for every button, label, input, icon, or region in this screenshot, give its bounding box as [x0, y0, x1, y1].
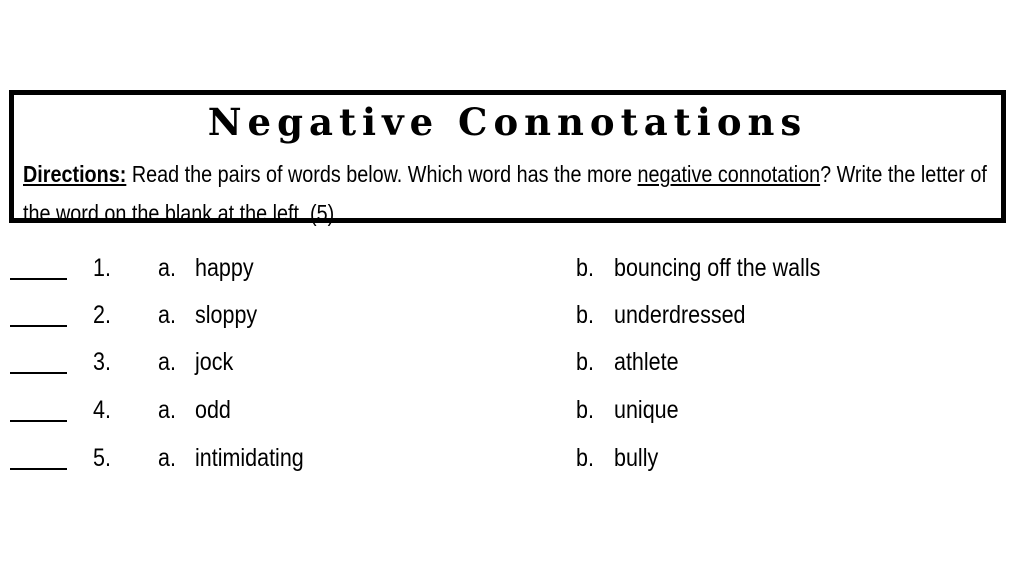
question-row-4	[0, 395, 1024, 435]
question-row-5	[0, 443, 1024, 483]
option-b-letter: b.	[576, 301, 594, 329]
answer-blank-5[interactable]	[10, 468, 67, 470]
option-b-letter: b.	[576, 254, 594, 282]
option-a-word: odd	[195, 396, 231, 424]
question-number: 2.	[93, 301, 111, 329]
option-a-word: jock	[195, 348, 234, 376]
answer-blank-3[interactable]	[10, 372, 67, 374]
answer-blank-4[interactable]	[10, 420, 67, 422]
directions-label: Directions:	[23, 161, 127, 187]
option-a-word: happy	[195, 254, 254, 282]
question-row-2	[0, 300, 1024, 340]
question-number: 5.	[93, 444, 111, 472]
question-row-1	[0, 253, 1024, 293]
option-b-word: bouncing off the walls	[614, 254, 821, 282]
option-a-letter: a.	[158, 348, 176, 376]
option-b-letter: b.	[576, 348, 594, 376]
option-b-word: unique	[614, 396, 679, 424]
option-a-letter: a.	[158, 301, 176, 329]
option-a-letter: a.	[158, 254, 176, 282]
option-b-word: bully	[614, 444, 659, 472]
option-a-word: intimidating	[195, 444, 304, 472]
question-number: 1.	[93, 254, 111, 282]
question-row-3	[0, 347, 1024, 387]
answer-blank-2[interactable]	[10, 325, 67, 327]
question-number: 3.	[93, 348, 111, 376]
directions-underlined: negative connotation	[637, 161, 821, 187]
option-b-letter: b.	[576, 396, 594, 424]
option-b-letter: b.	[576, 444, 594, 472]
option-a-letter: a.	[158, 396, 176, 424]
directions-text-after: ? Write the letter of the word on the blank at the left. (5)	[23, 161, 987, 226]
option-a-word: sloppy	[195, 301, 258, 329]
answer-blank-1[interactable]	[10, 278, 67, 280]
worksheet-title: Negative Connotations	[207, 100, 808, 144]
option-a-letter: a.	[158, 444, 176, 472]
directions-text-before: Read the pairs of words below. Which word has the more	[131, 161, 638, 187]
question-number: 4.	[93, 396, 111, 424]
option-b-word: athlete	[614, 348, 679, 376]
option-b-word: underdressed	[614, 301, 746, 329]
